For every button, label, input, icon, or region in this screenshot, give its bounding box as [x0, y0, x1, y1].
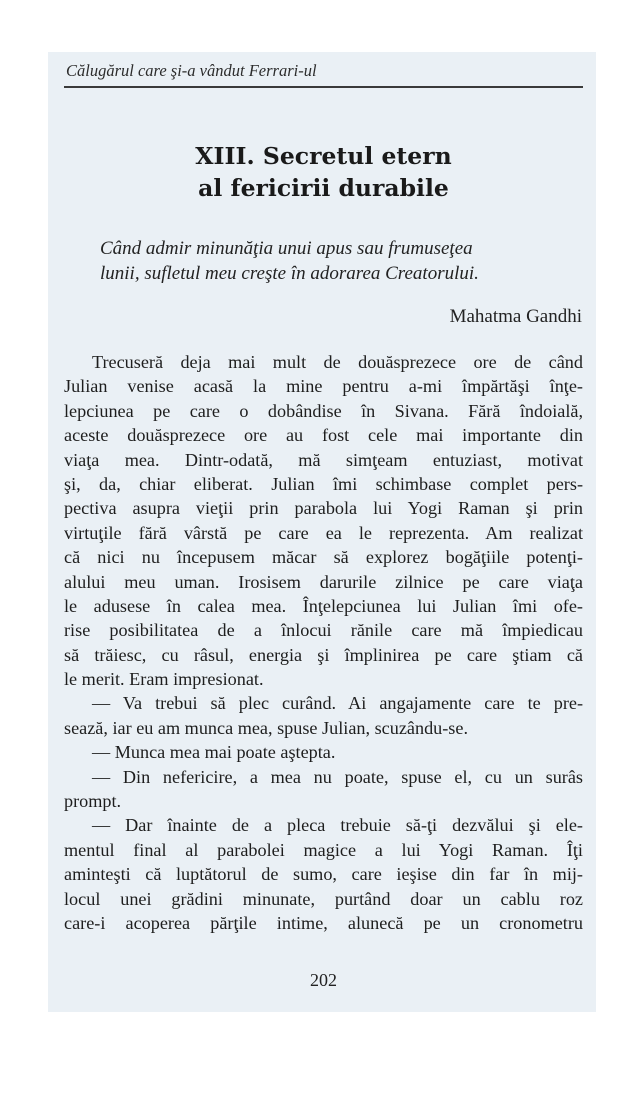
- body-line: virtuţile fără vârstă pe care ea le reprezenta. Am realizat: [64, 522, 583, 543]
- epigraph-author: Mahatma Gandhi: [449, 306, 582, 327]
- body-line: viaţa mea. Dintr-odată, mă simţeam entuziast, motivat: [64, 449, 583, 470]
- body-line: rise posibilitatea de a înlocui rănile care mă împiedicau: [64, 620, 583, 641]
- body-line: mentul final al parabolei magice a lui Yogi Raman. Îţi: [64, 839, 583, 860]
- body-line: şi, da, chiar eliberat. Julian îmi schimbase complet pers-: [64, 473, 583, 494]
- page-number: 202: [310, 970, 337, 990]
- chapter-title-line-2: al fericirii durabile: [198, 174, 449, 202]
- body-line: Julian venise acasă la mine pentru a-mi împărtăşi înţe-: [64, 376, 583, 397]
- chapter-title: [64, 140, 583, 204]
- epigraph-line-1: Când admir minunăţia unui apus sau frumuseţea: [100, 238, 473, 259]
- body-line: alului meu uman. Irosisem darurile zilnice pe care viaţa: [64, 571, 583, 592]
- body-line: sează, iar eu am munca mea, spuse Julian, scuzându-se.: [64, 717, 469, 738]
- body-line: pectiva asupra vieţii prin parabola lui Yogi Raman şi prin: [64, 498, 583, 519]
- body-line: Trecuseră deja mai mult de douăsprezece ore de când: [92, 352, 583, 372]
- epigraph-line-2: lunii, sufletul meu creşte în adorarea Creatorului.: [100, 263, 479, 284]
- body-line: aminteşti că luptătorul de sumo, care ieşise din far în mij-: [64, 864, 583, 885]
- body-line: să trăiesc, cu râsul, energia şi împlinirea pe care ştiam că: [64, 644, 583, 665]
- body-line: le merit. Eram impresionat.: [64, 669, 264, 690]
- body-line: — Dar înainte de a pleca trebuie să-ţi dezvălui şi ele-: [92, 815, 583, 836]
- body-line: prompt.: [64, 791, 122, 812]
- body-line: — Din nefericire, a mea nu poate, spuse el, cu un surâs: [92, 766, 583, 787]
- chapter-title-line-1: XIII. Secretul etern: [195, 142, 452, 170]
- body-text: [64, 350, 583, 935]
- body-line: care-i acoperea părţile intime, alunecă pe un cronometru: [64, 912, 583, 933]
- body-line: locul unei grădini minunate, purtând doar un cablu roz: [64, 888, 583, 909]
- body-line: le adusese în calea mea. Înţelepciunea lui Julian îmi ofe-: [64, 595, 583, 616]
- body-line: lepciunea pe care o dobândise în Sivana. Fără îndoială,: [64, 400, 583, 421]
- running-head: Călugărul care şi-a vândut Ferrari-ul: [66, 61, 317, 80]
- body-line: — Munca mea mai poate aştepta.: [92, 742, 336, 763]
- body-line: — Va trebui să plec curând. Ai angajamente care te pre-: [92, 693, 583, 714]
- header-rule: [64, 86, 583, 88]
- body-line: aceste douăsprezece ore au fost cele mai importante din: [64, 425, 583, 446]
- epigraph: [100, 236, 570, 286]
- body-line: că nici nu începusem măcar să explorez bogăţiile potenţi-: [64, 547, 583, 568]
